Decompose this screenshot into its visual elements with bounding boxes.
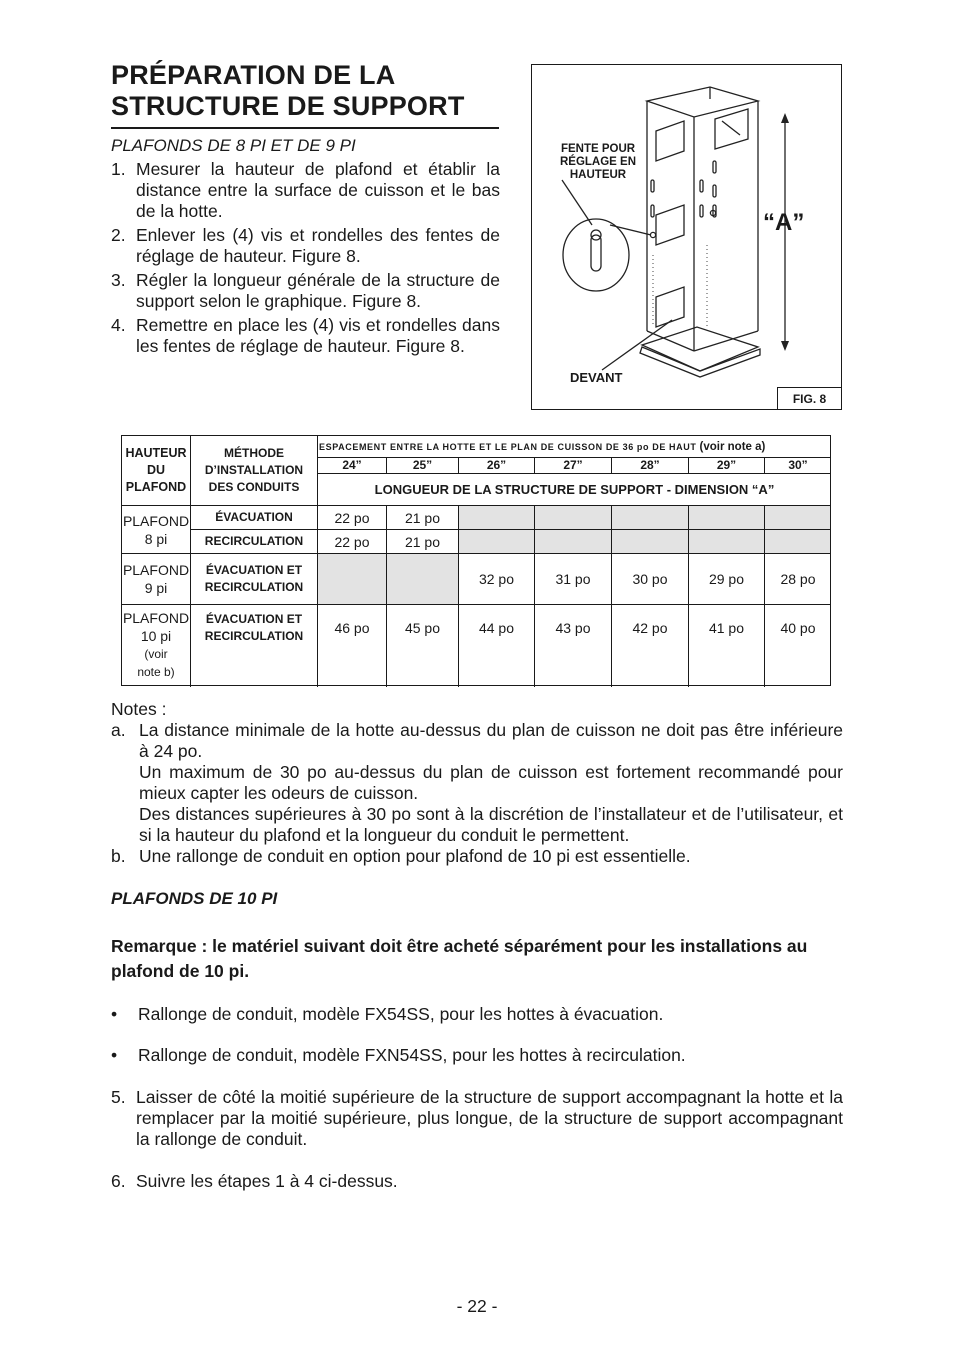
- note-b: [111, 846, 843, 867]
- distance-28: 28”: [640, 457, 660, 472]
- empty-cells-9ft: [318, 554, 458, 604]
- slot-label: FENTE POUR RÉGLAGE EN HAUTEUR: [559, 143, 637, 181]
- header-length-a: LONGUEUR DE LA STRUCTURE DE SUPPORT - DIMENSION “A”: [374, 482, 775, 497]
- ceiling-height: 8 pi: [144, 530, 168, 547]
- step-1: [111, 159, 500, 222]
- spacing-note: (voir note a): [699, 440, 766, 453]
- value-cell: 42 po: [632, 620, 668, 636]
- step-text: Mesurer la hauteur de plafond et établir la distance entre la surface de cuisson et le bas de la hotte.: [136, 159, 500, 221]
- front-label: DEVANT: [570, 370, 623, 385]
- figure-8: [531, 64, 842, 410]
- note-a-text-2: Un maximum de 30 po au-dessus du plan de cuisson est fortement recommandé pour mieux capter les odeurs de cuisson.: [139, 762, 843, 803]
- note-a: [111, 720, 843, 846]
- step-5: [111, 1087, 843, 1150]
- ceiling-height: 10 pi: [140, 628, 172, 644]
- step-text: Remettre en place les (4) vis et rondelles dans les fentes de réglage de hauteur. Figure 8.: [136, 315, 500, 356]
- bullet-item: [111, 1004, 843, 1025]
- distance-27: 27”: [563, 457, 583, 472]
- value-cell: 44 po: [478, 620, 515, 636]
- dimension-a-label: “A”: [763, 209, 805, 236]
- step-4: [111, 315, 500, 357]
- note-b-text: Une rallonge de conduit en option pour plafond de 10 pi est essentielle.: [139, 846, 691, 866]
- value-cell: 46 po: [334, 620, 370, 636]
- ceiling-height: 9 pi: [144, 580, 168, 596]
- step-number: 2.: [111, 225, 126, 245]
- header-install-method: MÉTHODE D’INSTALLATION DES CONDUITS: [204, 446, 304, 494]
- ceiling-10ft: [122, 605, 190, 685]
- method-evac-recirc: ÉVACUATION ET RECIRCULATION: [204, 563, 304, 594]
- support-structure-drawing: [532, 65, 843, 411]
- step-2: [111, 225, 500, 267]
- distance-29: 29”: [716, 457, 737, 472]
- note-a-text-3: Des distances supérieures à 30 po sont à la discrétion de l’installateur et de l’utilisateur, et si la hauteur du plafond et la longueur du conduit le permettent.: [139, 804, 843, 845]
- step-6: [111, 1171, 398, 1192]
- step-number: 5.: [111, 1087, 126, 1107]
- distance-30: 30”: [788, 457, 808, 472]
- bullet-text: Rallonge de conduit, modèle FXN54SS, pour les hottes à recirculation.: [138, 1045, 686, 1065]
- ceiling-label: PLAFOND: [122, 512, 190, 529]
- distance-26: 26”: [486, 457, 507, 472]
- value-cell: 30 po: [632, 571, 668, 587]
- subheading-10-ft: PLAFONDS DE 10 PI: [111, 889, 278, 908]
- header-spacing: [318, 436, 831, 457]
- step-number: 1.: [111, 159, 126, 179]
- ceiling-note: note b): [137, 665, 175, 679]
- note-a-text-1: La distance minimale de la hotte au-dessus du plan de cuisson ne doit pas être inférieure à 24 po.: [139, 720, 843, 761]
- value-cell: 31 po: [555, 571, 591, 587]
- step-text: Régler la longueur générale de la structure de support selon le graphique. Figure 8.: [136, 270, 500, 311]
- distance-25: 25”: [412, 457, 433, 472]
- value-cell: 43 po: [555, 620, 591, 636]
- bullet-text: Rallonge de conduit, modèle FX54SS, pour les hottes à évacuation.: [138, 1004, 664, 1024]
- value-cell: 21 po: [404, 533, 441, 550]
- method-evac-recirc: ÉVACUATION ET RECIRCULATION: [204, 612, 304, 643]
- step-number: 4.: [111, 315, 126, 335]
- value-cell: 45 po: [404, 620, 441, 636]
- ceiling-label: PLAFOND: [122, 562, 190, 578]
- value-cell: 32 po: [478, 571, 515, 587]
- notes-section: [111, 699, 843, 867]
- ceiling-9ft: [122, 554, 190, 604]
- value-cell: 22 po: [334, 509, 370, 526]
- step-text: Suivre les étapes 1 à 4 ci-dessus.: [136, 1171, 398, 1191]
- ceiling-note: (voir: [144, 647, 168, 661]
- page-number: - 22 -: [456, 1296, 498, 1316]
- bullet-icon: •: [111, 1045, 118, 1065]
- bullet-icon: •: [111, 1004, 118, 1024]
- method-recirculation: RECIRCULATION: [204, 534, 304, 548]
- value-cell: 29 po: [708, 571, 745, 587]
- value-cell: 41 po: [708, 620, 745, 636]
- support-length-table: [121, 435, 831, 686]
- ceiling-label: PLAFOND: [122, 610, 190, 626]
- step-text: Laisser de côté la moitié supérieure de la structure de support accompagnant la hotte et la remplacer par la moitié supérieure, plus longue, de la structure de support accompagnant la rallonge de conduit.: [136, 1087, 843, 1149]
- bullet-item: [111, 1045, 843, 1066]
- remark: Remarque : le matériel suivant doit être acheté séparément pour les installations au plafond de 10 pi.: [111, 936, 808, 981]
- subheading-8-9-ft: PLAFONDS DE 8 PI ET DE 9 PI: [111, 136, 356, 155]
- step-number: 6.: [111, 1171, 126, 1191]
- distance-24: 24”: [342, 457, 362, 472]
- steps-list: [111, 159, 500, 360]
- note-label: a.: [111, 720, 126, 740]
- value-cell: 40 po: [780, 620, 816, 636]
- header-ceiling-height: HAUTEUR DU PLAFOND: [125, 446, 187, 494]
- method-evacuation: ÉVACUATION: [215, 510, 293, 524]
- note-label: b.: [111, 846, 126, 866]
- step-3: [111, 270, 500, 312]
- step-number: 3.: [111, 270, 126, 290]
- value-cell: 21 po: [404, 509, 441, 526]
- ceiling-8ft: [122, 506, 190, 553]
- figure-caption: FIG. 8: [777, 387, 841, 409]
- spacing-title: ESPACEMENT ENTRE LA HOTTE ET LE PLAN DE CUISSON DE 36 po DE HAUT: [319, 441, 697, 452]
- step-text: Enlever les (4) vis et rondelles des fentes de réglage de hauteur. Figure 8.: [136, 225, 500, 266]
- value-cell: 22 po: [334, 533, 370, 550]
- value-cell: 28 po: [780, 571, 816, 587]
- notes-heading: Notes :: [111, 699, 167, 719]
- title-underline: [111, 127, 499, 129]
- page-title: PRÉPARATION DE LA STRUCTURE DE SUPPORT: [111, 60, 465, 121]
